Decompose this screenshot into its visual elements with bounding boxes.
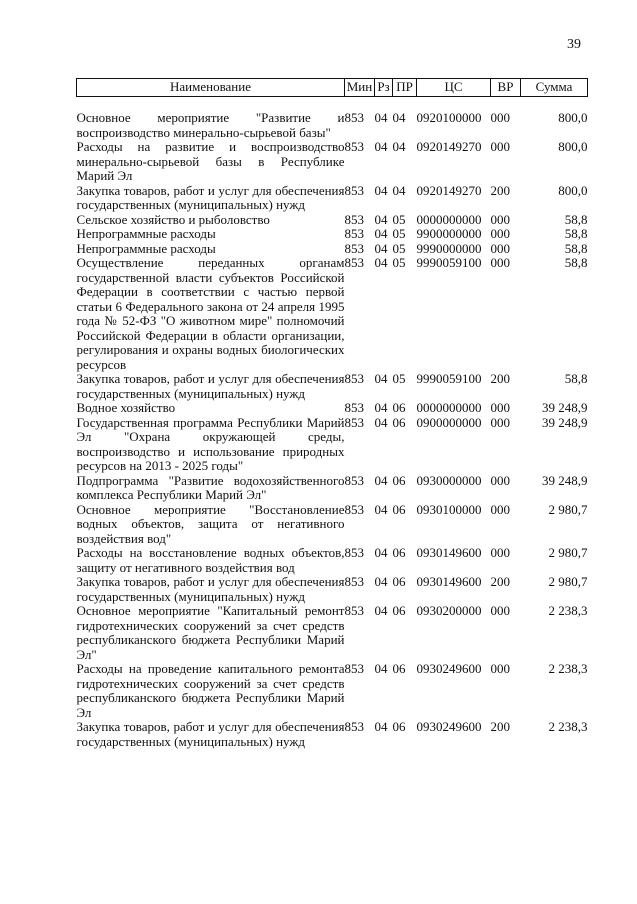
cell-min: 853 (344, 255, 364, 270)
cell-vr: 200 (490, 719, 510, 734)
cell-min: 853 (344, 400, 364, 415)
cell-pr: 06 (392, 574, 406, 589)
table-row (77, 416, 588, 474)
cell-rz: 04 (374, 182, 388, 198)
cell-cs: 9990059100 (416, 371, 482, 386)
table-row (77, 575, 588, 604)
cell-rz: 04 (374, 414, 388, 430)
cell-pr: 06 (392, 603, 406, 618)
cell-cs: 0900000000 (416, 414, 482, 430)
cell-pr: 05 (392, 226, 406, 241)
cell-vr: 000 (490, 255, 510, 270)
cell-sum: 58,8 (564, 211, 588, 227)
cell-vr: 000 (490, 110, 510, 125)
cell-name: Основное мероприятие "Капитальный ремонт гидротехнических сооружений за счет средств республиканского бюджета Республики Марий Эл" (76, 603, 345, 662)
cell-vr: 000 (490, 240, 510, 256)
cell-rz: 04 (374, 139, 388, 154)
cell-min: 853 (344, 545, 364, 560)
cell-name: Подпрограмма "Развитие водохозяйственного комплекса Республики Марий Эл" (76, 472, 345, 502)
cell-pr: 04 (392, 182, 406, 198)
cell-cs: 0920149270 (416, 182, 482, 198)
cell-sum: 39 248,9 (542, 414, 588, 430)
table-row (77, 401, 588, 416)
cell-sum: 800,0 (558, 182, 588, 198)
cell-name: Основное мероприятие "Восстановление водных объектов, защита от негативного воздействия вод" (76, 501, 345, 546)
cell-rz: 04 (374, 719, 388, 734)
cell-name: Закупка товаров, работ и услуг для обеспечения государственных (муниципальных) нужд (76, 719, 345, 749)
cell-pr: 05 (392, 240, 406, 256)
table-row (77, 256, 588, 372)
cell-pr: 06 (392, 414, 406, 430)
cell-cs: 0000000000 (416, 400, 482, 415)
cell-sum: 2 238,3 (548, 603, 588, 618)
cell-pr: 05 (392, 371, 406, 386)
cell-rz: 04 (374, 371, 388, 386)
cell-sum: 58,8 (564, 371, 588, 386)
cell-name: Непрограммные расходы (76, 226, 216, 241)
cell-rz: 04 (374, 240, 388, 256)
cell-sum: 2 980,7 (548, 501, 588, 517)
cell-min: 853 (344, 139, 364, 154)
cell-sum: 2 238,3 (548, 719, 588, 734)
table-row (77, 474, 588, 503)
cell-cs: 0930200000 (416, 603, 482, 618)
cell-rz: 04 (374, 661, 388, 676)
header-cs: ЦС (417, 79, 491, 97)
table-row (77, 662, 588, 720)
table-row (77, 503, 588, 547)
table-row (77, 720, 588, 749)
table-row (77, 372, 588, 401)
cell-rz: 04 (374, 255, 388, 270)
table-row (77, 213, 588, 228)
cell-sum: 2 980,7 (548, 545, 588, 560)
cell-rz: 04 (374, 574, 388, 589)
cell-pr: 06 (392, 501, 406, 517)
header-rz: Рз (375, 79, 393, 97)
cell-pr: 06 (392, 719, 406, 734)
cell-vr: 000 (490, 226, 510, 241)
cell-min: 853 (344, 226, 364, 241)
cell-min: 853 (344, 110, 364, 125)
cell-rz: 04 (374, 211, 388, 227)
cell-cs: 9900000000 (416, 226, 482, 241)
cell-sum: 39 248,9 (542, 472, 588, 488)
header-vr: ВР (491, 79, 521, 97)
cell-sum: 800,0 (558, 110, 588, 125)
cell-vr: 200 (490, 574, 510, 589)
cell-cs: 0920100000 (416, 110, 482, 125)
cell-cs: 0000000000 (416, 211, 482, 227)
cell-cs: 9990000000 (416, 240, 482, 256)
cell-sum: 39 248,9 (542, 400, 588, 415)
cell-pr: 06 (392, 400, 406, 415)
cell-cs: 9990059100 (416, 255, 482, 270)
cell-name: Сельское хозяйство и рыболовство (76, 211, 270, 227)
cell-sum: 2 238,3 (548, 661, 588, 676)
cell-cs: 0930249600 (416, 719, 482, 734)
cell-cs: 0930000000 (416, 472, 482, 488)
cell-rz: 04 (374, 501, 388, 517)
cell-min: 853 (344, 661, 364, 676)
cell-vr: 200 (490, 182, 510, 198)
table-row (77, 184, 588, 213)
cell-vr: 000 (490, 472, 510, 488)
cell-vr: 000 (490, 545, 510, 560)
table-body (77, 111, 588, 749)
cell-name: Водное хозяйство (76, 400, 176, 415)
cell-rz: 04 (374, 400, 388, 415)
cell-pr: 04 (392, 110, 406, 125)
cell-sum: 2 980,7 (548, 574, 588, 589)
cell-vr: 000 (490, 400, 510, 415)
cell-vr: 200 (490, 371, 510, 386)
cell-cs: 0930100000 (416, 501, 482, 517)
header-pr: ПР (393, 79, 417, 97)
cell-vr: 000 (490, 211, 510, 227)
cell-cs: 0930149600 (416, 545, 482, 560)
cell-pr: 05 (392, 211, 406, 227)
cell-min: 853 (344, 240, 364, 256)
cell-vr: 000 (490, 139, 510, 154)
cell-sum: 58,8 (564, 226, 588, 241)
cell-min: 853 (344, 182, 364, 198)
table-header-row (77, 79, 588, 97)
cell-sum: 800,0 (558, 139, 588, 154)
cell-vr: 000 (490, 661, 510, 676)
cell-rz: 04 (374, 545, 388, 560)
cell-name: Закупка товаров, работ и услуг для обеспечения государственных (муниципальных) нужд (76, 182, 345, 212)
cell-min: 853 (344, 574, 364, 589)
table-row (77, 140, 588, 184)
table-row (77, 546, 588, 575)
cell-vr: 000 (490, 501, 510, 517)
cell-name: Основное мероприятие "Развитие и воспроизводство минерально-сырьевой базы" (76, 110, 345, 140)
cell-min: 853 (344, 719, 364, 734)
cell-pr: 04 (392, 139, 406, 154)
cell-pr: 06 (392, 545, 406, 560)
cell-cs: 0920149270 (416, 139, 482, 154)
cell-rz: 04 (374, 472, 388, 488)
cell-min: 853 (344, 414, 364, 430)
cell-name: Осуществление переданных органам государственной власти субъектов Российской Федерации в соответствии с частью первой статьи 6 Федерального закона от 24 апреля 1995 года № 52-ФЗ "О животном мире" полномочий Российской Федерации в области организации, регулирования и охраны водных биологических ресурсов (76, 255, 345, 372)
cell-sum: 58,8 (564, 255, 588, 270)
page-number: 39 (567, 37, 581, 52)
cell-name: Расходы на восстановление водных объектов, защиту от негативного воздействия вод (76, 545, 345, 575)
cell-pr: 05 (392, 255, 406, 270)
cell-rz: 04 (374, 226, 388, 241)
cell-cs: 0930249600 (416, 661, 482, 676)
budget-table (76, 78, 588, 749)
cell-name: Закупка товаров, работ и услуг для обеспечения государственных (муниципальных) нужд (76, 371, 345, 401)
cell-cs: 0930149600 (416, 574, 482, 589)
cell-pr: 06 (392, 661, 406, 676)
cell-rz: 04 (374, 110, 388, 125)
table-row (77, 242, 588, 257)
cell-sum: 58,8 (564, 240, 588, 256)
cell-name: Расходы на развитие и воспроизводство минерально-сырьевой базы в Республике Марий Эл (76, 139, 345, 183)
header-sum: Сумма (521, 79, 588, 97)
cell-vr: 000 (490, 603, 510, 618)
header-name: Наименование (77, 79, 345, 97)
cell-min: 853 (344, 371, 364, 386)
cell-name: Непрограммные расходы (76, 240, 216, 256)
header-min: Мин (345, 79, 375, 97)
cell-rz: 04 (374, 603, 388, 618)
cell-name: Государственная программа Республики Марий Эл "Охрана окружающей среды, воспроизводство и использование природных ресурсов на 2013 - 2025 годы" (76, 414, 345, 473)
cell-pr: 06 (392, 472, 406, 488)
table-row (77, 227, 588, 242)
cell-name: Расходы на проведение капитального ремонта гидротехнических сооружений за счет средств республиканского бюджета Республики Марий Эл (76, 661, 345, 720)
cell-min: 853 (344, 211, 364, 227)
cell-min: 853 (344, 472, 364, 488)
header-spacer (77, 97, 588, 112)
cell-name: Закупка товаров, работ и услуг для обеспечения государственных (муниципальных) нужд (76, 574, 345, 604)
cell-min: 853 (344, 501, 364, 517)
table-row (77, 111, 588, 140)
cell-min: 853 (344, 603, 364, 618)
table-row (77, 604, 588, 662)
cell-vr: 000 (490, 414, 510, 430)
